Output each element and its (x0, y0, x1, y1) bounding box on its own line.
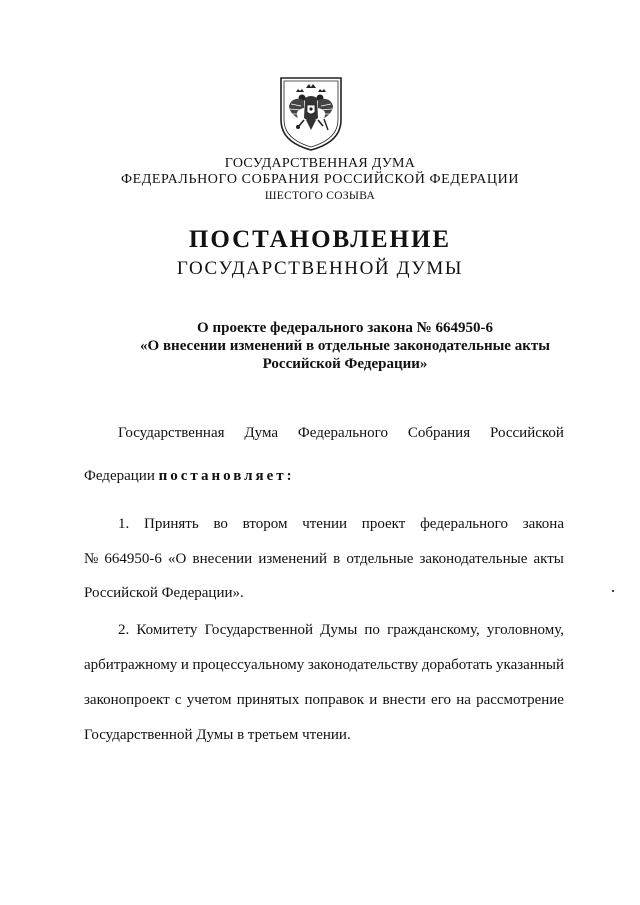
word: 664950-6 (104, 551, 162, 567)
word: проект (361, 516, 406, 532)
word: учетом (186, 692, 232, 708)
word: № (84, 551, 99, 567)
word: и (369, 692, 378, 708)
word: Федерального (297, 425, 388, 441)
word: Государственная (118, 425, 225, 441)
russian-coat-of-arms-icon (276, 74, 346, 152)
subject-line1: О проекте федерального закона № 664950-6 (197, 320, 493, 336)
word: федерального (420, 516, 508, 532)
word: изменений (258, 551, 327, 567)
document-subtitle: ГОСУДАРСТВЕННОЙ ДУМЫ (176, 258, 464, 279)
intro-line2 (84, 468, 564, 485)
word: чтении (302, 516, 348, 532)
subject-line3: Российской Федерации» (262, 356, 428, 372)
word: Государственной (204, 622, 314, 638)
subject-line2: «О внесении изменений в отдельные законодательные акты (140, 338, 550, 354)
scan-speck (612, 590, 614, 592)
p2-line4: Государственной Думы в третьем чтении. (84, 727, 351, 743)
word: с (174, 692, 182, 708)
word: Дума (244, 425, 279, 441)
org-name-line1: ГОСУДАРСТВЕННАЯ ДУМА (224, 156, 416, 171)
word: «О (168, 551, 187, 567)
word: 1. (118, 516, 130, 532)
p2-line1 (118, 622, 564, 639)
word: рассмотрение (476, 692, 564, 708)
word: и (180, 657, 189, 673)
word: процессуальному (192, 657, 305, 673)
word: закона (522, 516, 564, 532)
word: гражданскому, (387, 622, 480, 638)
word: отдельные (346, 551, 414, 567)
org-name-line2: ФЕДЕРАЛЬНОГО СОБРАНИЯ РОССИЙСКОЙ ФЕДЕРАЦИИ (120, 172, 520, 187)
word: арбитражному (84, 657, 178, 673)
word: во (213, 516, 228, 532)
word: Думы (320, 622, 358, 638)
word: законопроект (84, 692, 170, 708)
p2-line2 (84, 657, 564, 674)
document-title: ПОСТАНОВЛЕНИЕ (188, 226, 452, 253)
p1-line3: Российской Федерации». (84, 585, 244, 601)
word: акты (533, 551, 564, 567)
word: на (456, 692, 471, 708)
word: уголовному, (486, 622, 564, 638)
word: указанный (496, 657, 564, 673)
intro-line1 (118, 425, 564, 442)
word: принятых (236, 692, 300, 708)
word: внести (382, 692, 426, 708)
p1-line2 (84, 551, 564, 568)
word: 2. (118, 622, 130, 638)
word: его (431, 692, 451, 708)
intro-federation: Федерации (84, 468, 155, 484)
word: доработать (421, 657, 493, 673)
resolves-word: постановляет: (158, 468, 295, 484)
word: законодательные (419, 551, 528, 567)
word: внесении (192, 551, 253, 567)
word: Комитету (136, 622, 198, 638)
word: в (333, 551, 341, 567)
p2-line3 (84, 692, 564, 709)
word: Российской (490, 425, 564, 441)
word: втором (242, 516, 288, 532)
word: Принять (144, 516, 199, 532)
word: законодательству (307, 657, 419, 673)
convocation-line: ШЕСТОГО СОЗЫВА (264, 190, 376, 202)
word: поправок (304, 692, 365, 708)
p1-line1 (118, 516, 564, 533)
word: по (364, 622, 380, 638)
word: Собрания (407, 425, 471, 441)
